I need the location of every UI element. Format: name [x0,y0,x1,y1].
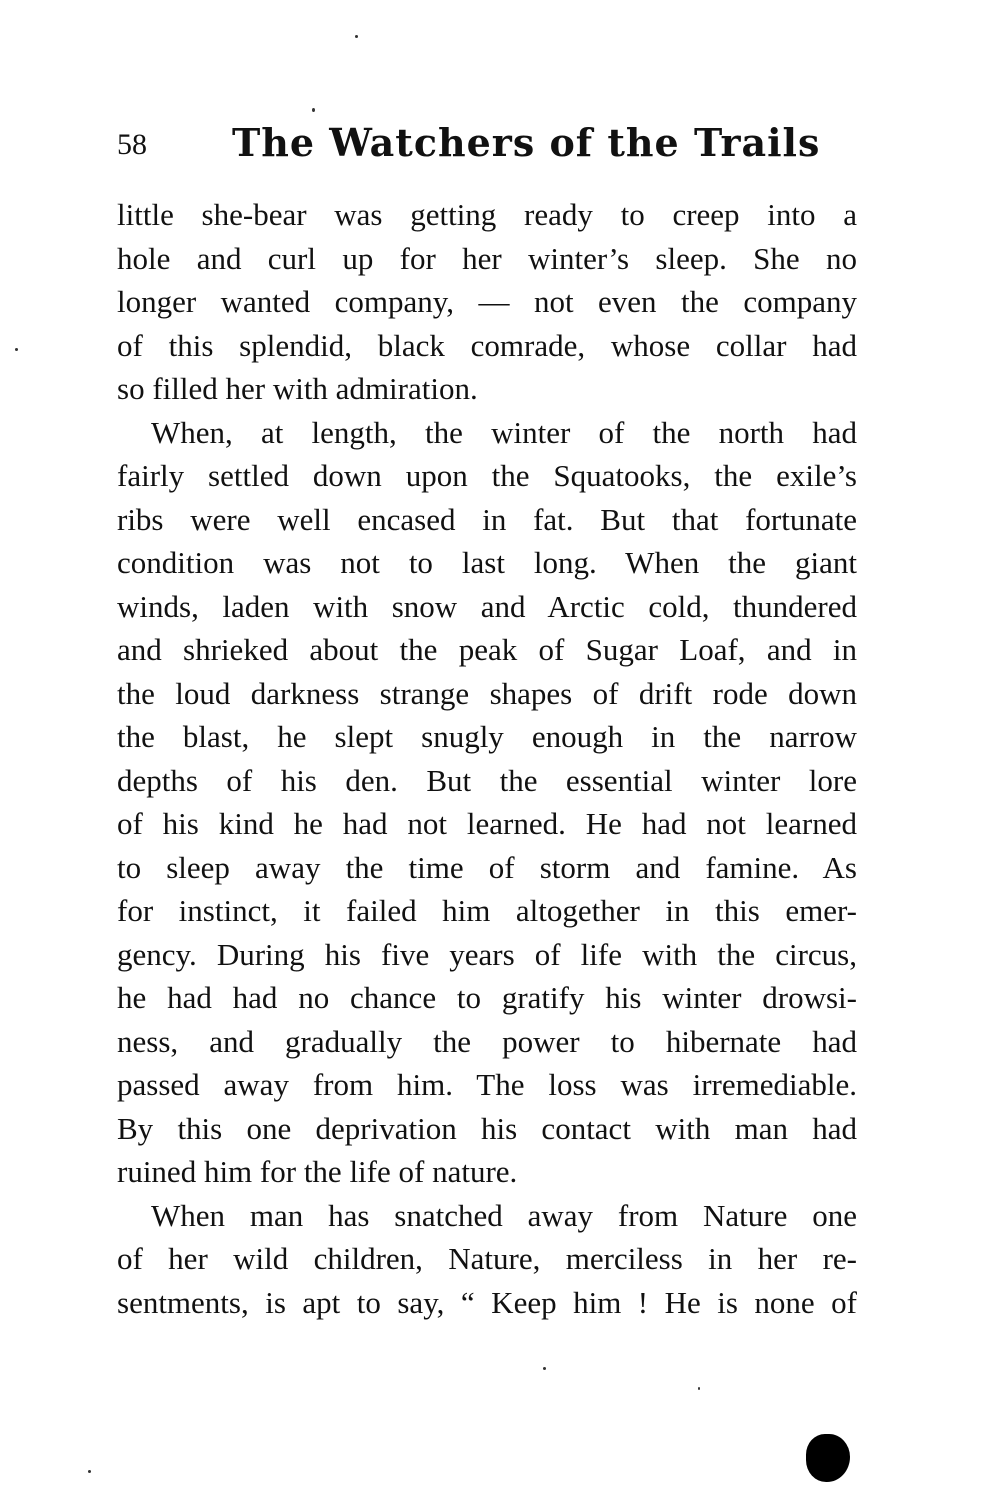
text-line: for instinct, it failed him altogether in this emer- [117,893,857,928]
text-line: of her wild children, Nature, merciless in her re- [117,1241,857,1276]
paper-speck [88,1470,91,1473]
text-line: By this one deprivation his contact with man had [117,1110,857,1146]
text-line: winds, laden with snow and Arctic cold, thundered [117,588,857,624]
paper-speck [355,35,358,38]
paper-speck [543,1367,546,1370]
text-line: When, at length, the winter of the north had [151,414,857,450]
text-line: and shrieked about the peak of Sugar Loaf, and in [117,632,857,667]
text-line: ness, and gradually the power to hibernate had [117,1023,857,1059]
text-line: longer wanted company, — not even the company [117,284,857,319]
body-text [117,193,857,1324]
text-line: depths of his den. But the essential winter lore [117,762,857,798]
text-line: he had had no chance to gratify his winter drowsi- [117,980,857,1015]
text-line: so filled her with admiration. [117,371,478,406]
text-line: gency. During his five years of life with the circus, [117,936,857,972]
text-line: the loud darkness strange shapes of drift rode down [117,675,857,711]
paper-speck [15,348,18,351]
text-line: hole and curl up for her winter’s sleep. She no [117,240,857,276]
text-line: little she-bear was getting ready to creep into a [117,197,857,232]
text-line: of this splendid, black comrade, whose collar had [117,327,857,363]
ink-blot [806,1434,850,1482]
text-line: to sleep away the time of storm and famine. As [117,849,857,885]
text-line: passed away from him. The loss was irremediable. [117,1067,857,1102]
text-line: ribs were well encased in fat. But that fortunate [117,501,857,537]
text-line: of his kind he had not learned. He had not learned [117,806,857,841]
paragraph-3 [117,1194,857,1325]
text-line: ruined him for the life of nature. [117,1154,518,1189]
text-line: sentments, is apt to say, “ Keep him ! He is none of [117,1284,857,1320]
paper-speck [698,1387,700,1390]
text-line: condition was not to last long. When the giant [117,545,857,580]
text-line: the blast, he slept snugly enough in the narrow [117,719,857,754]
text-line: fairly settled down upon the Squatooks, the exile’s [117,458,857,493]
page-number: 58 [117,128,147,161]
paragraph-1 [117,193,857,411]
paper-speck [312,108,315,112]
text-line: When man has snatched away from Nature one [151,1197,857,1233]
page-header [117,120,857,170]
paragraph-2 [117,411,857,1194]
running-title: The Watchers of the Trails [232,120,821,165]
